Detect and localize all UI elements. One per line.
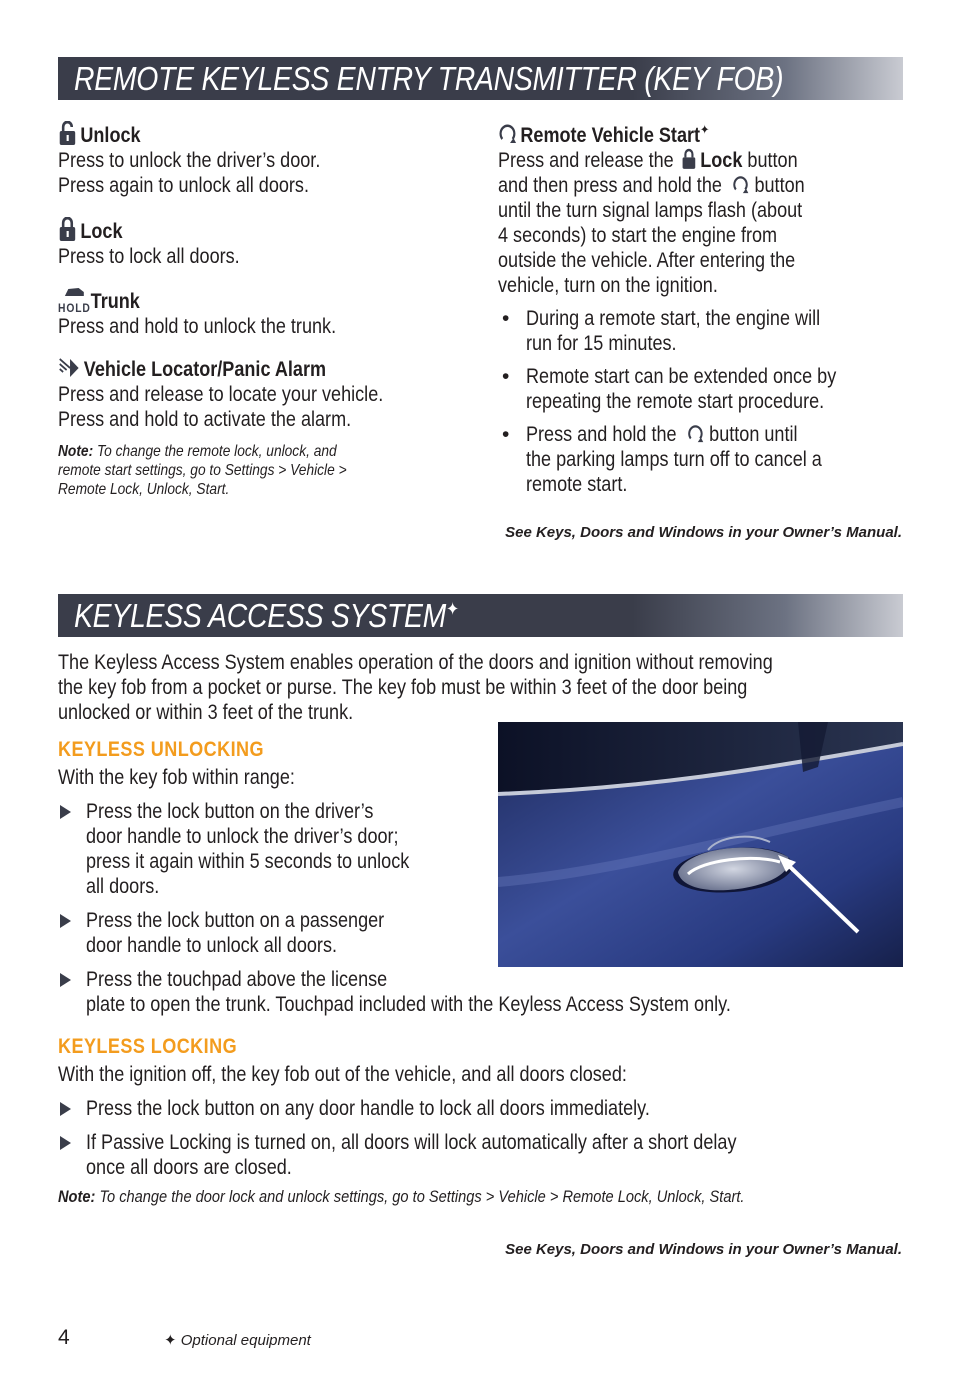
keyless-unlocking-lead: With the key fob within range: bbox=[58, 766, 295, 789]
keyless-note-text: To change the door lock and unlock settings, go to Settings > Vehicle > Remote Lock, Unlock, Start. bbox=[99, 1187, 745, 1206]
keyless-banner-star: ✦ bbox=[446, 599, 459, 619]
remote-bullet-3 bbox=[498, 422, 903, 497]
keyless-unlocking-heading: KEYLESS UNLOCKING bbox=[58, 738, 264, 761]
bullet-arrow-icon bbox=[60, 1102, 71, 1116]
unlock-item-1d: all doors. bbox=[86, 875, 160, 898]
lock-title: Lock bbox=[80, 220, 123, 243]
remote-line-2b: button bbox=[754, 174, 805, 197]
locator-title: Vehicle Locator/Panic Alarm bbox=[83, 358, 327, 381]
keyless-note bbox=[58, 1187, 856, 1206]
remote-line-4: 4 seconds) to start the engine from bbox=[498, 224, 778, 247]
lock-item-2 bbox=[58, 1130, 856, 1180]
fob-note-line-1: To change the remote lock, unlock, and bbox=[96, 443, 337, 460]
key-fob-banner bbox=[58, 57, 903, 100]
fob-note-line-3: Remote Lock, Unlock, Start. bbox=[58, 481, 230, 498]
key-fob-banner-title: REMOTE KEYLESS ENTRY TRANSMITTER (KEY FOB) bbox=[74, 60, 784, 97]
bullet-arrow-icon bbox=[60, 805, 71, 819]
remote-bullet-2a: Remote start can be extended once by bbox=[526, 365, 837, 388]
keyless-locking-lead: With the ignition off, the key fob out of the vehicle, and all doors closed: bbox=[58, 1063, 627, 1086]
unlock-item-2 bbox=[58, 908, 836, 958]
unlock-item-1a: Press the lock button on the driver’s bbox=[86, 800, 374, 823]
keyless-reference bbox=[505, 1241, 902, 1258]
unlock-item-1b: door handle to unlock the driver’s door; bbox=[86, 825, 399, 848]
locator-line-2: Press and hold to activate the alarm. bbox=[58, 408, 352, 431]
unlock-item-2a: Press the lock button on a passenger bbox=[86, 909, 385, 932]
bullet-arrow-icon bbox=[60, 914, 71, 928]
fob-note-line-2: remote start settings, go to Settings > Vehicle > bbox=[58, 462, 347, 479]
unlock-item-1 bbox=[58, 799, 836, 899]
remote-bullet-2b: repeating the remote start procedure. bbox=[526, 390, 825, 413]
locator-line-1: Press and release to locate your vehicle. bbox=[58, 383, 384, 406]
trunk-title: Trunk bbox=[90, 290, 140, 313]
bullet-arrow-icon bbox=[60, 973, 71, 987]
remote-line-6: vehicle, turn on the ignition. bbox=[498, 274, 718, 297]
fob-note bbox=[58, 442, 436, 499]
keyless-locking-heading: KEYLESS LOCKING bbox=[58, 1035, 238, 1058]
keyless-banner bbox=[58, 594, 903, 637]
unlock-item-2b: door handle to unlock all doors. bbox=[86, 934, 337, 957]
optional-star: ✦ bbox=[164, 1332, 177, 1349]
remote-line-2a: and then press and hold the bbox=[498, 174, 722, 197]
bullet-dot: • bbox=[502, 365, 510, 388]
optional-text: Optional equipment bbox=[180, 1332, 311, 1349]
unlock-item-3a: Press the touchpad above the license bbox=[86, 968, 388, 991]
keyless-banner-title: KEYLESS ACCESS SYSTEM bbox=[74, 597, 447, 634]
keyless-reference-text: See Keys, Doors and Windows in your Owner’s Manual. bbox=[505, 1241, 902, 1258]
lock-icon-inline bbox=[681, 148, 696, 170]
bullet-arrow-icon bbox=[60, 1136, 71, 1150]
remote-line-5: outside the vehicle. After entering the bbox=[498, 249, 796, 272]
unlock-icon bbox=[58, 121, 77, 145]
remote-bullet-3d: remote start. bbox=[526, 473, 628, 496]
remote-bullet-1a: During a remote start, the engine will bbox=[526, 307, 821, 330]
keyless-intro-1: The Keyless Access System enables operation of the doors and ignition without removing bbox=[58, 651, 773, 674]
unlock-line-1: Press to unlock the driver’s door. bbox=[58, 149, 321, 172]
remote-bullet-1b: run for 15 minutes. bbox=[526, 332, 677, 355]
fob-note-label: Note: bbox=[58, 443, 94, 460]
keyless-intro bbox=[58, 650, 889, 725]
remote-start-icon-inline bbox=[687, 422, 704, 444]
remote-bullet-3b: button until bbox=[709, 423, 798, 446]
lock-item-2a: If Passive Locking is turned on, all doors will lock automatically after a short delay bbox=[86, 1131, 737, 1154]
lock-icon bbox=[58, 217, 77, 241]
keyless-intro-3: unlocked or within 3 feet of the trunk. bbox=[58, 701, 354, 724]
locator-section bbox=[58, 357, 436, 432]
hold-label: HOLD bbox=[58, 301, 91, 315]
lock-item-2b: once all doors are closed. bbox=[86, 1156, 292, 1179]
remote-bullet-3a: Press and hold the bbox=[526, 423, 677, 446]
lock-item-1-text: Press the lock button on any door handle to lock all doors immediately. bbox=[86, 1097, 650, 1120]
remote-line-1c: button bbox=[747, 149, 798, 172]
remote-line-1a: Press and release the bbox=[498, 149, 674, 172]
remote-start-icon bbox=[498, 121, 517, 145]
unlock-title: Unlock bbox=[80, 124, 141, 147]
remote-bullet-3c: the parking lamps turn off to cancel a bbox=[526, 448, 822, 471]
unlock-item-3b: plate to open the trunk. Touchpad included with the Keyless Access System only. bbox=[86, 993, 731, 1016]
lock-item-1 bbox=[58, 1096, 856, 1121]
optional-equipment-legend bbox=[164, 1331, 311, 1349]
unlock-line-2: Press again to unlock all doors. bbox=[58, 174, 309, 197]
remote-start-star: ✦ bbox=[700, 122, 710, 137]
lock-section bbox=[58, 217, 436, 277]
keyless-unlocking bbox=[58, 738, 836, 1017]
keyless-intro-2: the key fob from a pocket or purse. The key fob must be within 3 feet of the door being bbox=[58, 676, 748, 699]
fob-right-column bbox=[498, 117, 903, 497]
bullet-dot: • bbox=[502, 423, 510, 446]
remote-line-1b: Lock bbox=[700, 149, 743, 172]
trunk-section bbox=[58, 287, 436, 347]
unlock-item-1c: press it again within 5 seconds to unlock bbox=[86, 850, 410, 873]
page-number: 4 bbox=[58, 1326, 70, 1349]
unlock-item-3 bbox=[58, 967, 836, 1017]
vehicle-locator-icon bbox=[58, 357, 80, 379]
remote-bullet-2 bbox=[498, 364, 903, 414]
keyless-note-label: Note: bbox=[58, 1187, 96, 1206]
lock-line-1: Press to lock all doors. bbox=[58, 245, 240, 268]
remote-bullet-1 bbox=[498, 306, 903, 356]
fob-left-column bbox=[58, 121, 436, 499]
bullet-dot: • bbox=[502, 307, 510, 330]
fob-reference-text: See Keys, Doors and Windows in your Owner’s Manual. bbox=[505, 524, 902, 541]
unlock-section bbox=[58, 121, 436, 207]
remote-start-title: Remote Vehicle Start bbox=[520, 124, 701, 147]
remote-line-3: until the turn signal lamps flash (about bbox=[498, 199, 803, 222]
trunk-line-1: Press and hold to unlock the trunk. bbox=[58, 315, 337, 338]
trunk-icon bbox=[58, 287, 91, 315]
remote-start-icon-inline bbox=[732, 173, 749, 195]
keyless-locking bbox=[58, 1035, 856, 1206]
fob-reference bbox=[505, 524, 902, 541]
